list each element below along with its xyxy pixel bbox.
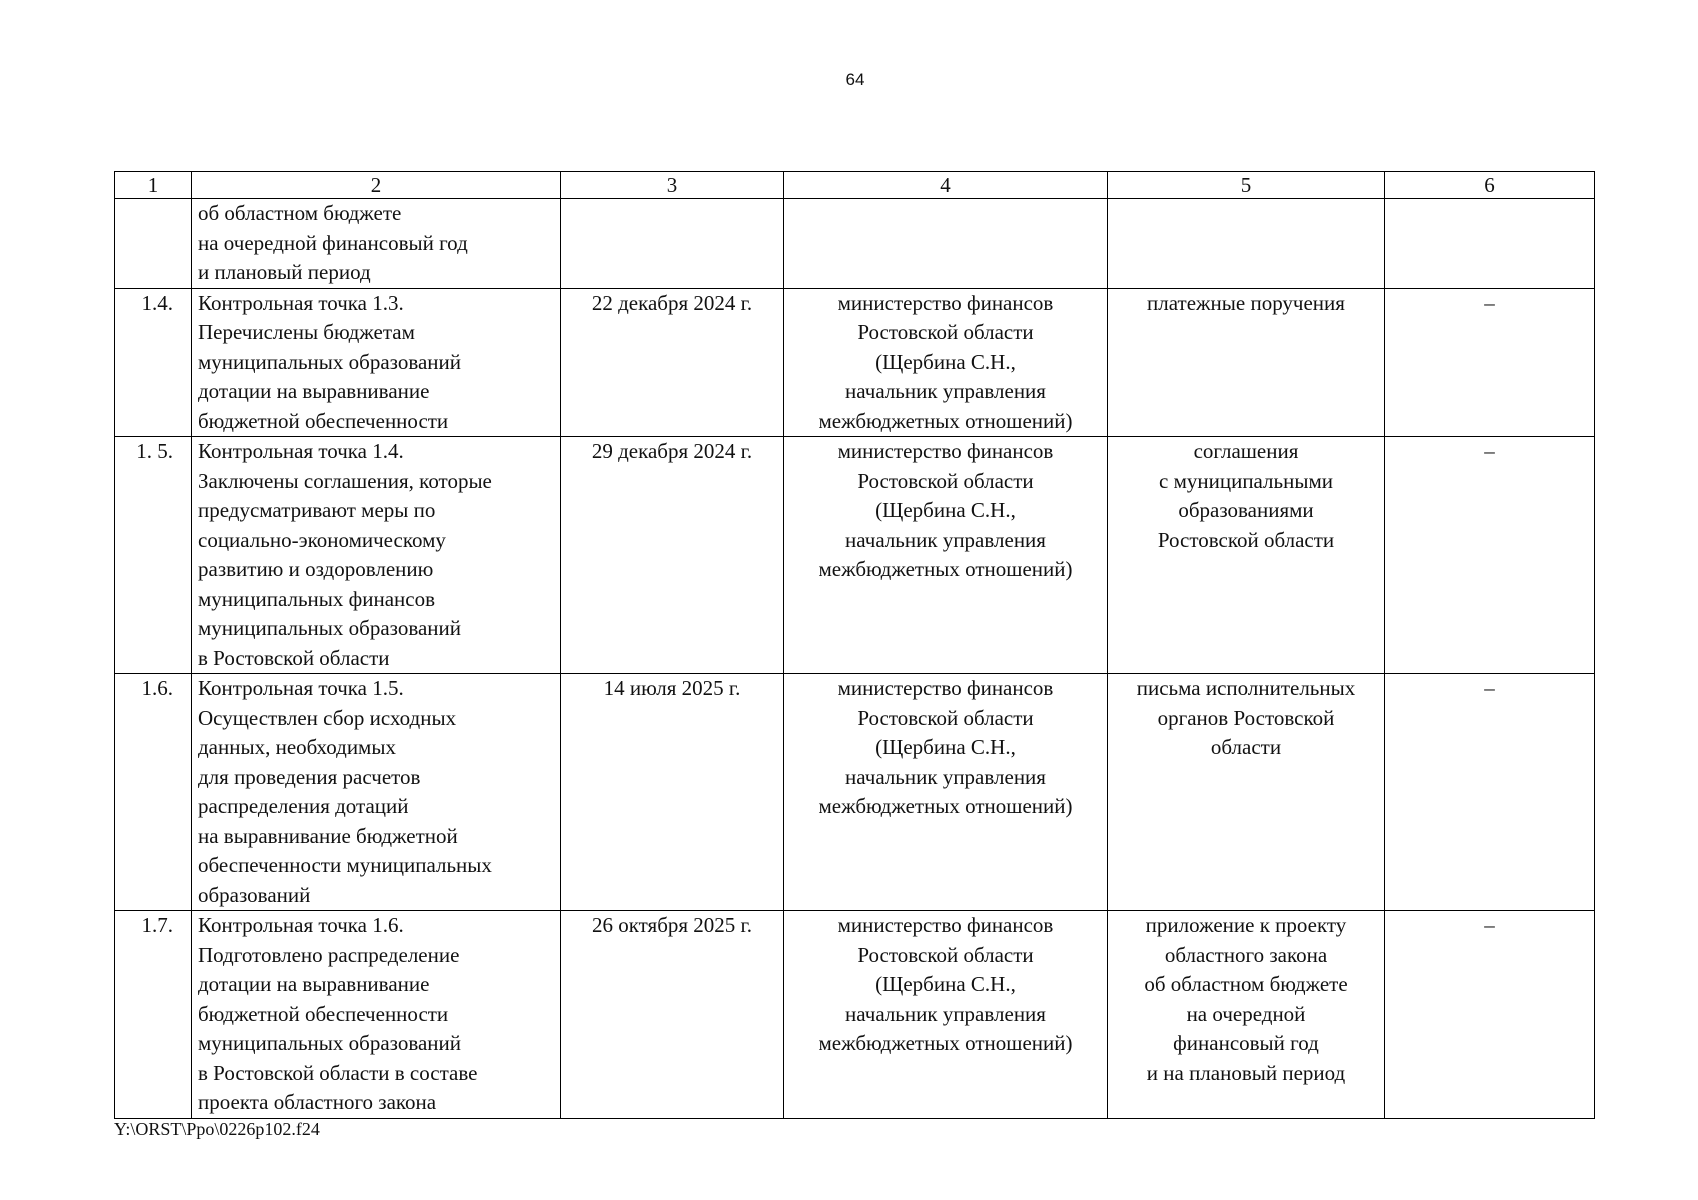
description-line: Осуществлен сбор исходных xyxy=(198,705,457,730)
column-header-3: 3 xyxy=(561,172,784,199)
responsible-line: начальник управления xyxy=(845,764,1046,789)
description-line: Контрольная точка 1.4. xyxy=(198,439,404,463)
table-row xyxy=(115,911,1595,1119)
description-line: дотации на выравнивание xyxy=(198,379,430,403)
description-line: бюджетной обеспеченности xyxy=(198,408,449,433)
table-header-row xyxy=(115,172,1595,199)
document-line: на очередной xyxy=(1186,1001,1306,1026)
description-line: муниципальных образований xyxy=(198,349,461,374)
description-line: дотации на выравнивание xyxy=(198,972,430,996)
responsible-line: министерство финансов xyxy=(837,676,1054,700)
responsible-line: начальник управления xyxy=(845,1001,1046,1026)
description-line: Перечислены бюджетам xyxy=(198,320,415,344)
row-description xyxy=(192,674,561,911)
description-line: распределения дотаций xyxy=(198,794,409,818)
row-number: 1.6. xyxy=(115,674,192,911)
document-line: письма исполнительных xyxy=(1136,676,1356,700)
document-line: органов Ростовской xyxy=(1157,705,1335,730)
file-path-footer: Y:\ORST\Ppo\0226p102.f24 xyxy=(114,1119,320,1139)
row-note: – xyxy=(1385,288,1595,437)
row-number: 1.7. xyxy=(115,911,192,1119)
document-line: финансовый год xyxy=(1173,1031,1319,1055)
document-line: области xyxy=(1210,735,1282,759)
row-responsible xyxy=(784,437,1108,674)
document-line: областного закона xyxy=(1164,942,1328,967)
row-responsible xyxy=(784,288,1108,437)
description-line: развитию и оздоровлению xyxy=(198,557,434,581)
responsible-line: межбюджетных отношений) xyxy=(818,1031,1073,1055)
document-line: об областном бюджете xyxy=(1144,972,1348,996)
responsible-line: (Щербина С.Н., xyxy=(875,349,1016,374)
description-line: образований xyxy=(198,882,311,907)
description-line: и плановый период xyxy=(198,260,371,284)
row-date: 14 июля 2025 г. xyxy=(561,674,784,911)
row-note: – xyxy=(1385,674,1595,911)
responsible-line: Ростовской области xyxy=(857,320,1034,344)
row-description xyxy=(192,437,561,674)
document-line: образованиями xyxy=(1178,498,1314,522)
row-number xyxy=(115,199,192,289)
description-line: Контрольная точка 1.5. xyxy=(198,676,404,700)
document-line: соглашения xyxy=(1193,439,1299,463)
responsible-line: Ростовской области xyxy=(857,942,1034,967)
responsible-line: начальник управления xyxy=(845,379,1046,403)
row-document xyxy=(1108,437,1385,674)
document-line: Ростовской области xyxy=(1157,527,1335,552)
row-responsible xyxy=(784,911,1108,1119)
responsible-line: Ростовской области xyxy=(857,468,1034,493)
row-date: 22 декабря 2024 г. xyxy=(561,288,784,437)
continuation-row xyxy=(115,199,1595,289)
description-line: в Ростовской области xyxy=(198,645,390,670)
column-header-6: 6 xyxy=(1385,172,1595,199)
description-line: бюджетной обеспеченности xyxy=(198,1001,449,1026)
table-row xyxy=(115,437,1595,674)
description-line: в Ростовской области в составе xyxy=(198,1060,478,1085)
description-line: муниципальных финансов xyxy=(198,586,436,611)
row-responsible xyxy=(784,199,1108,289)
row-date: 29 декабря 2024 г. xyxy=(561,437,784,674)
description-line: на выравнивание бюджетной xyxy=(198,823,458,848)
responsible-line: министерство финансов xyxy=(837,290,1054,315)
responsible-line: (Щербина С.Н., xyxy=(875,498,1016,522)
document-line: платежные поручения xyxy=(1147,290,1345,315)
responsible-line: межбюджетных отношений) xyxy=(818,557,1073,581)
description-line: муниципальных образований xyxy=(198,616,461,640)
responsible-line: межбюджетных отношений) xyxy=(818,794,1073,818)
description-line: Заключены соглашения, которые xyxy=(198,468,492,493)
control-points-table xyxy=(114,171,1595,1119)
description-line: об областном бюджете xyxy=(198,201,402,225)
row-responsible xyxy=(784,674,1108,911)
row-document xyxy=(1108,674,1385,911)
table-row xyxy=(115,674,1595,911)
row-document xyxy=(1108,911,1385,1119)
description-line: на очередной финансовый год xyxy=(198,230,468,255)
document-line: и на плановый период xyxy=(1146,1060,1346,1085)
document-line: приложение к проекту xyxy=(1145,913,1347,937)
description-line: Контрольная точка 1.6. xyxy=(198,913,404,937)
row-number: 1.4. xyxy=(115,288,192,437)
description-line: Подготовлено распределение xyxy=(198,942,460,967)
table-row xyxy=(115,288,1595,437)
row-number: 1. 5. xyxy=(115,437,192,674)
row-note xyxy=(1385,199,1595,289)
description-line: социально-экономическому xyxy=(198,527,446,552)
description-line: проекта областного закона xyxy=(198,1090,437,1114)
document-line: с муниципальными xyxy=(1159,468,1333,493)
row-date: 26 октября 2025 г. xyxy=(561,911,784,1119)
description-line: предусматривают меры по xyxy=(198,498,436,522)
responsible-line: министерство финансов xyxy=(837,913,1054,937)
column-header-1: 1 xyxy=(115,172,192,199)
row-description xyxy=(192,199,561,289)
responsible-line: межбюджетных отношений) xyxy=(818,408,1073,433)
column-header-2: 2 xyxy=(192,172,561,199)
responsible-line: начальник управления xyxy=(845,527,1046,552)
responsible-line: Ростовской области xyxy=(857,705,1034,730)
row-note: – xyxy=(1385,911,1595,1119)
page-number: 64 xyxy=(845,70,865,89)
row-note: – xyxy=(1385,437,1595,674)
row-date xyxy=(561,199,784,289)
row-description xyxy=(192,288,561,437)
column-header-5: 5 xyxy=(1108,172,1385,199)
description-line: данных, необходимых xyxy=(198,735,396,759)
description-line: для проведения расчетов xyxy=(198,764,421,789)
description-line: муниципальных образований xyxy=(198,1031,461,1055)
responsible-line: министерство финансов xyxy=(837,439,1054,463)
responsible-line: (Щербина С.Н., xyxy=(875,972,1016,996)
row-document xyxy=(1108,199,1385,289)
responsible-line: (Щербина С.Н., xyxy=(875,735,1016,759)
description-line: обеспеченности муниципальных xyxy=(198,853,492,877)
column-header-4: 4 xyxy=(784,172,1108,199)
row-document xyxy=(1108,288,1385,437)
description-line: Контрольная точка 1.3. xyxy=(198,290,404,315)
row-description xyxy=(192,911,561,1119)
